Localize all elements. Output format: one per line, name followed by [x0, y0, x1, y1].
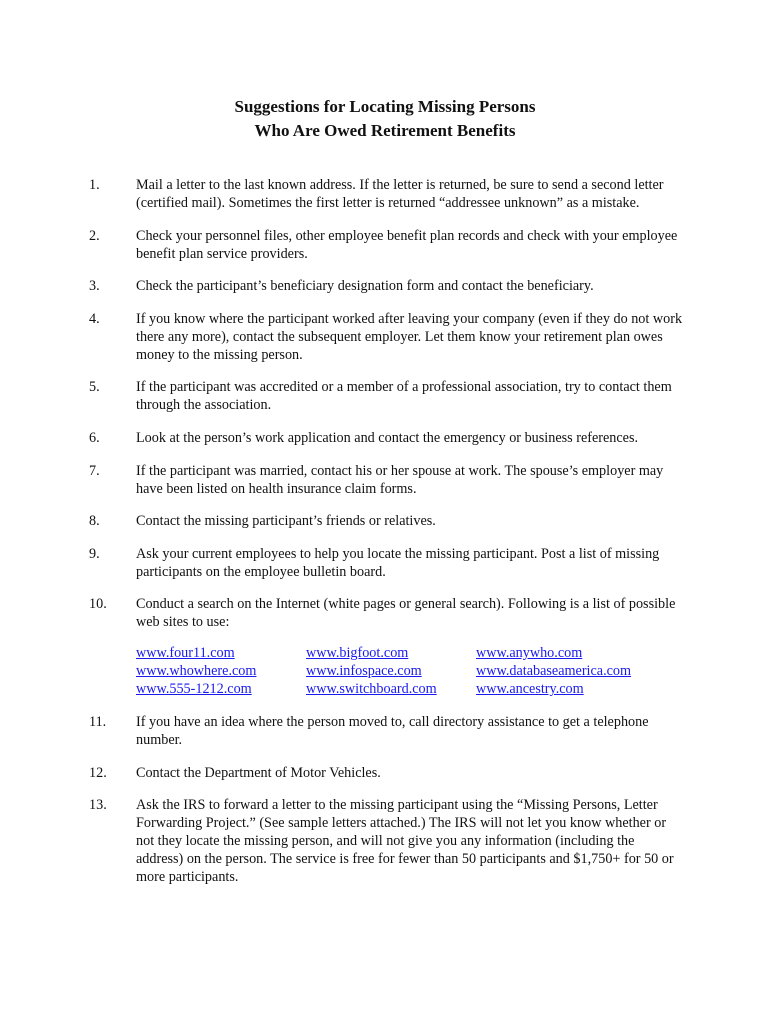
list-item: [0, 764, 770, 782]
list-item: [0, 176, 770, 212]
item-number: 10.: [89, 596, 107, 613]
list-item: [0, 595, 770, 698]
link-anywho[interactable]: www.anywho.com: [476, 645, 583, 662]
suggestion-list: [0, 176, 770, 901]
item-text: Check the participant’s beneficiary designation form and contact the beneficiary.: [136, 278, 594, 295]
item-text: If the participant was married, contact his or her spouse at work. The spouse’s employer may have been listed on health insurance claim forms.: [136, 462, 664, 497]
item-text: If the participant was accredited or a member of a professional association, try to contact them through the association.: [136, 379, 672, 414]
item-number: 13.: [89, 797, 107, 814]
list-item: [0, 310, 770, 364]
item-number: 9.: [89, 545, 100, 562]
link-infospace[interactable]: www.infospace.com: [306, 663, 422, 680]
link-databaseamerica[interactable]: www.databaseamerica.com: [476, 663, 632, 680]
item-number: 7.: [89, 462, 100, 479]
item-text: Check your personnel files, other employee benefit plan records and check with your employee benefit plan service providers.: [136, 227, 678, 262]
item-number: 5.: [89, 379, 100, 396]
item-number: 3.: [89, 278, 100, 295]
list-item: [0, 277, 770, 295]
item-text: If you have an idea where the person moved to, call directory assistance to get a telephone number.: [136, 713, 649, 748]
link-four11[interactable]: www.four11.com: [136, 645, 235, 662]
item-text: Look at the person’s work application and contact the emergency or business references.: [136, 429, 639, 446]
item-text: Ask your current employees to help you locate the missing participant. Post a list of missing participants on the employee bulletin board.: [136, 545, 660, 580]
item-number: 12.: [89, 764, 107, 781]
website-links-grid: [136, 644, 684, 698]
link-bigfoot[interactable]: www.bigfoot.com: [306, 645, 409, 662]
item-number: 6.: [89, 429, 100, 446]
list-item: [0, 545, 770, 581]
item-number: 11.: [89, 713, 107, 730]
list-item: [0, 512, 770, 530]
list-item: [0, 378, 770, 414]
item-text: If you know where the participant worked after leaving your company (even if they do not work there any more), contact the subsequent employer. Let them know your retirement plan owes money to the missing person.: [136, 310, 683, 363]
item-text: Mail a letter to the last known address. If the letter is returned, be sure to send a second letter (certified mail). Sometimes the first letter is returned “addressee unknown” as a mistake.: [136, 177, 664, 211]
link-whowhere[interactable]: www.whowhere.com: [136, 663, 257, 680]
link-555-1212[interactable]: www.555-1212.com: [136, 681, 252, 698]
link-switchboard[interactable]: www.switchboard.com: [306, 681, 437, 698]
list-item: [0, 462, 770, 498]
document-title-line-2: Who Are Owed Retirement Benefits: [254, 121, 516, 140]
item-number: 8.: [89, 513, 100, 530]
list-item: [0, 227, 770, 263]
item-text: Ask the IRS to forward a letter to the missing participant using the “Missing Persons, Letter Forwarding Project.” (See sample letters attached.) The IRS will not let you know whether or not they locate the missing person, and will not give you any information (including the address) on the person. The service is free for fewer than 50 participants and $1,750+ for 50 or more participants.: [136, 797, 674, 886]
document-title-line-1: Suggestions for Locating Missing Persons: [234, 97, 536, 116]
item-text: Conduct a search on the Internet (white pages or general search). Following is a list of possible web sites to use:: [136, 596, 676, 631]
list-item: [0, 429, 770, 447]
item-number: 4.: [89, 310, 100, 327]
item-number: 2.: [89, 227, 100, 244]
list-item: [0, 796, 770, 886]
link-ancestry[interactable]: www.ancestry.com: [476, 681, 584, 698]
item-text: Contact the Department of Motor Vehicles.: [136, 764, 381, 781]
list-item: [0, 713, 770, 749]
item-text: Contact the missing participant’s friends or relatives.: [136, 513, 436, 530]
item-number: 1.: [89, 177, 100, 193]
